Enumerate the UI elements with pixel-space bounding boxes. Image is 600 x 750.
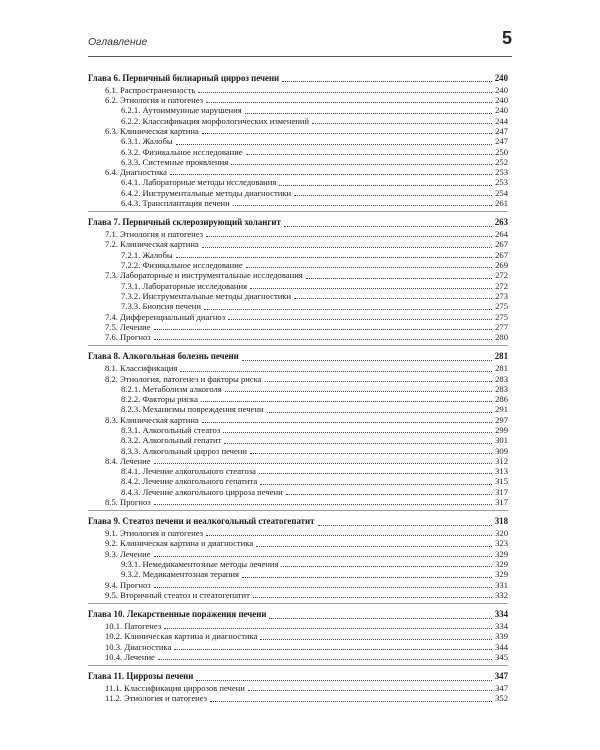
- toc-entry[interactable]: [88, 301, 508, 311]
- toc-label: 6.4.3. Трансплантация печени: [121, 198, 230, 209]
- dot-leader: [202, 416, 492, 423]
- dot-leader: [318, 519, 493, 526]
- toc-page-number: 273: [495, 290, 508, 301]
- toc-entry[interactable]: [88, 569, 508, 579]
- toc-page-number: 253: [495, 167, 508, 178]
- dot-leader: [154, 581, 492, 588]
- toc-label: 7.2.2. Физикальное исследование: [121, 260, 243, 271]
- toc-entry[interactable]: [88, 312, 508, 322]
- toc-entry[interactable]: [88, 538, 508, 548]
- dot-leader: [246, 148, 492, 155]
- dot-leader: [231, 158, 492, 165]
- toc-label: 6.3.1. Жалобы: [121, 136, 173, 147]
- toc-label: 7.3.2. Инструментальные методы диагностики: [121, 290, 292, 301]
- toc-page-number: 347: [495, 683, 508, 694]
- toc-entry[interactable]: [88, 85, 508, 95]
- toc-page-number: 250: [495, 146, 508, 157]
- toc-label: 8.1. Классификация: [105, 363, 178, 374]
- toc-label: 9.3.2. Медикаментозная терапия: [121, 569, 239, 580]
- toc-entry[interactable]: [88, 590, 508, 600]
- toc-page-number: 312: [495, 455, 508, 466]
- toc-label: 6.4. Диагностика: [105, 167, 167, 178]
- toc-label: 9.4. Прогноз: [105, 579, 151, 590]
- toc-label: 8.2.2. Факторы риска: [121, 394, 198, 405]
- toc-page-number: 332: [495, 589, 508, 600]
- toc-page-number: 309: [495, 445, 508, 456]
- toc-label: 6.4.1. Лабораторные методы исследования: [121, 177, 277, 188]
- dot-leader: [312, 117, 492, 124]
- toc-page-number: 323: [495, 538, 508, 549]
- running-head: [88, 28, 512, 57]
- dot-leader: [245, 107, 492, 114]
- toc-page-number: 315: [495, 476, 508, 487]
- toc-label: 8.3.1. Алкогольный стеатоз: [121, 425, 221, 435]
- dot-leader: [196, 674, 492, 681]
- toc-page-number: 240: [494, 73, 508, 83]
- toc-entry[interactable]: [88, 260, 508, 270]
- toc-label: 7.2. Клиническая картина: [105, 239, 199, 250]
- dot-leader: [306, 272, 492, 279]
- dot-leader: [259, 467, 492, 474]
- dot-leader: [174, 643, 492, 650]
- toc-entry[interactable]: [88, 177, 508, 187]
- toc-entry[interactable]: [88, 487, 508, 497]
- toc-entry[interactable]: [88, 332, 508, 342]
- chapter-heading[interactable]: [88, 609, 508, 620]
- chapter-block: [88, 516, 508, 604]
- page-number: 5: [501, 28, 512, 48]
- toc-label: 10.3. Диагностика: [105, 641, 172, 652]
- toc-label: 8.4.3. Лечение алкогольного цирроза печени: [121, 486, 283, 497]
- dot-leader: [248, 684, 492, 691]
- dot-leader: [233, 199, 492, 206]
- toc-page-number: 252: [495, 156, 508, 167]
- dot-leader: [253, 591, 492, 598]
- dot-leader: [224, 437, 492, 444]
- toc-entry[interactable]: [88, 435, 508, 445]
- toc-label: 11.2. Этиология и патогенез: [105, 693, 208, 704]
- toc-page-number: 244: [495, 115, 508, 126]
- dot-leader: [256, 540, 492, 547]
- toc-page-number: 291: [495, 404, 508, 415]
- toc-page-number: 240: [495, 105, 508, 116]
- toc-entry[interactable]: [88, 642, 508, 652]
- toc-page-number: 264: [495, 229, 508, 240]
- toc-page-number: 269: [495, 260, 508, 271]
- toc-page-number: 329: [495, 548, 508, 559]
- dot-leader: [286, 488, 492, 495]
- toc-page-number: 299: [495, 425, 508, 435]
- dot-leader: [223, 426, 492, 433]
- toc-entry[interactable]: [88, 652, 508, 662]
- toc-label: 6.1. Распространенность: [105, 84, 196, 95]
- dot-leader: [294, 292, 492, 299]
- dot-leader: [206, 230, 492, 237]
- toc-page-number: 280: [495, 332, 508, 343]
- dot-leader: [250, 282, 492, 289]
- dot-leader: [170, 168, 492, 175]
- toc-label: 7.3.1. Лабораторные исследования: [121, 280, 248, 291]
- chapter-heading[interactable]: [88, 516, 508, 527]
- chapter-heading[interactable]: [88, 217, 508, 228]
- dot-leader: [267, 406, 492, 413]
- dot-leader: [202, 127, 492, 134]
- dot-leader: [284, 220, 492, 227]
- toc-entry[interactable]: [88, 549, 508, 559]
- toc-entry[interactable]: [88, 291, 508, 301]
- toc-label: Глава 7. Первичный склерозирующий холангит: [88, 217, 281, 228]
- toc-entry[interactable]: [88, 229, 508, 239]
- dot-leader: [202, 241, 492, 248]
- dot-leader: [206, 96, 492, 103]
- dot-leader: [201, 395, 492, 402]
- toc-label: 7.3.3. Биопсия печени: [121, 301, 201, 312]
- toc-label: 6.2.2. Классификация морфологических изменений: [121, 115, 310, 126]
- toc-entry[interactable]: [88, 621, 508, 631]
- toc-label: 7.2.1. Жалобы: [121, 249, 173, 260]
- toc-label: 6.2.1. Аутоиммунные нарушения: [121, 105, 242, 116]
- toc-entry[interactable]: [88, 147, 508, 157]
- dot-leader: [154, 550, 492, 557]
- toc-entry[interactable]: [88, 580, 508, 590]
- toc-entry[interactable]: [88, 322, 508, 332]
- toc-entry[interactable]: [88, 631, 508, 641]
- toc-entry[interactable]: [88, 270, 508, 280]
- toc-label: Глава 6. Первичный билиарный цирроз печени: [88, 73, 280, 83]
- toc-page-number: 283: [495, 373, 508, 384]
- toc-page-number: 272: [495, 280, 508, 291]
- dot-leader: [225, 385, 492, 392]
- toc-label: 6.3.2. Физикальное исследование: [121, 146, 243, 157]
- toc-label: 8.3.3. Алкогольный цирроз печени: [121, 445, 248, 456]
- toc-entry[interactable]: [88, 167, 508, 177]
- toc-label: 8.2.3. Механизмы повреждения печени: [121, 404, 264, 415]
- dot-leader: [164, 622, 492, 629]
- dot-leader: [176, 138, 492, 145]
- toc-entry[interactable]: [88, 528, 508, 538]
- toc-label: 9.5. Вторичный стеатоз и стеатогепатит: [105, 589, 250, 600]
- toc-entry[interactable]: [88, 683, 508, 693]
- dot-leader: [204, 303, 492, 310]
- chapter-heading[interactable]: [88, 671, 508, 682]
- toc-entry[interactable]: [88, 281, 508, 291]
- toc-page-number: 267: [495, 239, 508, 250]
- toc-label: 8.2.1. Метаболизм алкоголя: [121, 383, 222, 394]
- toc-page-number: 301: [495, 435, 508, 446]
- toc-entry[interactable]: [88, 250, 508, 260]
- toc-entry[interactable]: [88, 404, 508, 414]
- toc-label: 9.1. Этиология и патогенез: [105, 528, 204, 539]
- dot-leader: [246, 261, 492, 268]
- toc-page-number: 297: [495, 414, 508, 425]
- dot-leader: [282, 75, 492, 82]
- toc-page-number: 254: [495, 187, 508, 198]
- dot-leader: [228, 313, 492, 320]
- toc-label: Глава 10. Лекарственные поражения печени: [88, 609, 267, 620]
- toc-entry[interactable]: [88, 157, 508, 167]
- toc-label: 10.4. Лечение: [105, 651, 155, 662]
- toc-entry[interactable]: [88, 384, 508, 394]
- toc-label: 8.5. Прогноз: [105, 497, 151, 508]
- toc-label: Глава 8. Алкогольная болезнь печени: [88, 351, 239, 362]
- toc-page-number: 283: [495, 383, 508, 394]
- toc-label: 8.4. Лечение: [105, 455, 151, 466]
- toc-entry[interactable]: [88, 188, 508, 198]
- toc-label: 10.1. Патогенез: [105, 621, 162, 632]
- toc-label: 8.3. Клиническая картина: [105, 414, 199, 425]
- toc-entry[interactable]: [88, 116, 508, 126]
- toc-page-number: 352: [495, 693, 508, 704]
- toc-page-number: 240: [495, 95, 508, 106]
- chapter-block: [88, 671, 508, 706]
- toc-label: 7.1. Этиология и патогенез: [105, 229, 204, 240]
- toc-page-number: 329: [495, 559, 508, 570]
- dot-leader: [279, 179, 492, 186]
- toc-page-number: 247: [495, 125, 508, 136]
- toc-page-number: 247: [495, 136, 508, 147]
- toc-entry[interactable]: [88, 363, 508, 373]
- toc-page-number: 275: [495, 311, 508, 322]
- dot-leader: [260, 633, 492, 640]
- chapter-block: [88, 351, 508, 511]
- toc-page-number: 331: [495, 579, 508, 590]
- dot-leader: [281, 560, 492, 567]
- toc-label: 6.3. Клиническая картина: [105, 125, 199, 136]
- toc-label: 9.3.1. Немедикаментозные методы лечения: [121, 559, 279, 570]
- toc-entry[interactable]: [88, 126, 508, 136]
- toc-entry[interactable]: [88, 105, 508, 115]
- dot-leader: [269, 612, 492, 619]
- toc-label: 6.2. Этиология и патогенез: [105, 95, 204, 106]
- toc-page-number: 281: [494, 351, 508, 362]
- toc-label: 8.4.2. Лечение алкогольного гепатита: [121, 476, 258, 487]
- chapter-heading[interactable]: [88, 73, 508, 84]
- toc-label: 6.4.2. Инструментальные методы диагностики: [121, 187, 292, 198]
- toc-entry[interactable]: [88, 476, 508, 486]
- toc-label: 7.6. Прогноз: [105, 332, 151, 343]
- dot-leader: [154, 333, 492, 340]
- toc-page-number: 263: [494, 217, 508, 228]
- dot-leader: [265, 375, 492, 382]
- toc-entry[interactable]: [88, 239, 508, 249]
- toc-page-number: 281: [495, 363, 508, 374]
- toc-page-number: 347: [494, 671, 508, 682]
- toc-label: Глава 9. Стеатоз печени и неалкогольный стеатогепатит: [88, 516, 315, 527]
- toc-label: 9.3. Лечение: [105, 548, 151, 559]
- toc-label: 8.2. Этиология, патогенез и факторы риска: [105, 373, 262, 384]
- toc-page-number: 275: [495, 301, 508, 312]
- running-title: Оглавление: [88, 36, 148, 48]
- toc-page-number: 320: [495, 528, 508, 539]
- toc-entry[interactable]: [88, 693, 508, 703]
- dot-leader: [250, 447, 492, 454]
- dot-leader: [294, 189, 492, 196]
- toc-page-number: 318: [494, 516, 508, 527]
- toc-entry[interactable]: [88, 394, 508, 404]
- dot-leader: [154, 498, 492, 505]
- toc-label: 9.2. Клиническая картина и диагностика: [105, 538, 254, 549]
- toc-page-number: 317: [495, 486, 508, 497]
- toc-entry[interactable]: [88, 198, 508, 208]
- toc-entry[interactable]: [88, 374, 508, 384]
- dot-leader: [260, 478, 492, 485]
- dot-leader: [154, 323, 492, 330]
- toc-entry[interactable]: [88, 136, 508, 146]
- toc-page-number: 272: [495, 270, 508, 281]
- toc-label: 10.2. Клиническая картина и диагностика: [105, 631, 258, 642]
- toc-label: 8.4.1. Лечение алкогольного стеатоза: [121, 466, 256, 477]
- table-of-contents: [88, 73, 508, 707]
- toc-entry[interactable]: [88, 446, 508, 456]
- toc-page-number: 240: [495, 84, 508, 95]
- toc-label: 8.3.2. Алкогольный гепатит: [121, 435, 222, 446]
- toc-page-number: 334: [495, 621, 508, 632]
- dot-leader: [242, 354, 492, 361]
- dot-leader: [206, 529, 492, 536]
- dot-leader: [198, 86, 492, 93]
- toc-label: 7.5. Лечение: [105, 321, 151, 332]
- toc-page-number: 345: [495, 651, 508, 662]
- toc-entry[interactable]: [88, 466, 508, 476]
- toc-page-number: 313: [495, 466, 508, 477]
- toc-page-number: 334: [494, 609, 508, 620]
- toc-page-number: 317: [495, 497, 508, 508]
- toc-label: 11.1. Классификация циррозов печени: [105, 683, 245, 694]
- toc-page-number: 339: [495, 631, 508, 642]
- dot-leader: [158, 653, 492, 660]
- dot-leader: [210, 695, 492, 702]
- toc-entry[interactable]: [88, 497, 508, 507]
- toc-entry[interactable]: [88, 456, 508, 466]
- chapter-heading[interactable]: [88, 351, 508, 362]
- toc-page-number: 277: [495, 321, 508, 332]
- toc-page-number: 261: [495, 198, 508, 209]
- toc-label: Глава 11. Циррозы печени: [88, 671, 194, 682]
- toc-label: 7.4. Дифференциальный диагноз: [105, 311, 226, 322]
- dot-leader: [176, 251, 492, 258]
- dot-leader: [242, 571, 492, 578]
- toc-entry[interactable]: [88, 425, 508, 435]
- dot-leader: [154, 457, 492, 464]
- dot-leader: [180, 365, 492, 372]
- toc-label: 7.3. Лабораторные и инструментальные исследования: [105, 270, 303, 281]
- toc-entry[interactable]: [88, 559, 508, 569]
- chapter-block: [88, 73, 508, 212]
- toc-page-number: 286: [495, 394, 508, 405]
- toc-page-number: 253: [495, 177, 508, 188]
- toc-label: 6.3.3. Системные проявления: [121, 156, 229, 167]
- toc-page-number: 267: [495, 249, 508, 260]
- toc-entry[interactable]: [88, 95, 508, 105]
- toc-page-number: 344: [495, 641, 508, 652]
- toc-page-number: 329: [495, 569, 508, 580]
- toc-entry[interactable]: [88, 415, 508, 425]
- chapter-block: [88, 217, 508, 346]
- chapter-block: [88, 609, 508, 666]
